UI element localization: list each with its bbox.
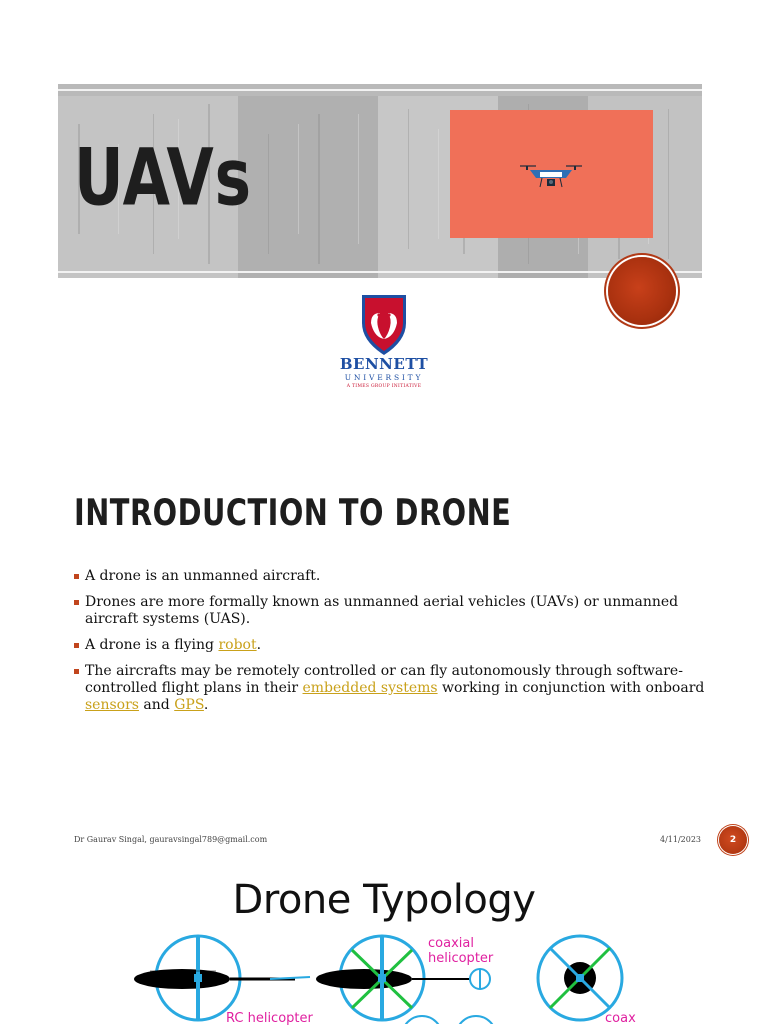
drone-icon	[450, 110, 653, 238]
bullet-marker	[74, 643, 79, 648]
bullet-text: A drone is a flying	[85, 637, 219, 653]
bullet-item	[74, 663, 714, 714]
bullet-text: The aircrafts may be remotely controlled or can fly autonomously through software-controlled flight plans in their	[85, 663, 683, 696]
footer-date: 4/11/2023	[660, 835, 702, 844]
typology-title: Drone Typology	[232, 877, 536, 923]
bullet-item	[74, 637, 714, 654]
slide-title: UAVs	[74, 133, 253, 224]
link-embedded-systems[interactable]: embedded systems	[302, 680, 438, 696]
bullet-text: and	[138, 697, 175, 713]
drone-photo	[450, 110, 653, 238]
logo-name: BENNETT	[339, 355, 429, 373]
label-coaxial: coaxial	[428, 936, 474, 951]
bullet-item	[74, 594, 714, 628]
label-coax: coax	[605, 1011, 636, 1026]
section-title	[74, 490, 512, 535]
link-robot[interactable]: robot	[218, 637, 257, 653]
bullet-item	[74, 568, 714, 585]
drone-typology-diagram	[120, 930, 650, 1024]
bullet-text: A drone is an unmanned aircraft.	[85, 568, 321, 584]
banner-stripe-top	[58, 89, 702, 91]
link-sensors[interactable]: sensors	[85, 697, 139, 713]
bullet-text: Drones are more formally known as unmanned aerial vehicles (UAVs) or unmanned aircraft systems (UAS).	[85, 594, 679, 627]
bullet-text: .	[203, 697, 209, 713]
page-number-badge: 2	[719, 826, 747, 854]
bullet-list	[74, 568, 714, 723]
bullet-text: working in conjunction with onboard	[437, 680, 705, 696]
coax-icon	[538, 936, 622, 1020]
logo-tagline: A TIMES GROUP INITIATIVE	[346, 384, 422, 389]
label-helicopter: helicopter	[428, 951, 494, 966]
rc-helicopter-icon	[134, 936, 310, 1020]
label-rc-helicopter: RC helicopter	[226, 1011, 313, 1026]
bullet-text: .	[256, 637, 262, 653]
banner-stripe-bottom	[58, 271, 702, 273]
logo-subtitle: UNIVERSITY	[344, 373, 424, 382]
link-gps[interactable]: GPS	[174, 697, 204, 713]
bullet-marker	[74, 669, 79, 674]
section-title-text: INTRODUCTION TO DRONE	[74, 490, 512, 535]
decorative-badge	[608, 257, 676, 325]
bullet-marker	[74, 600, 79, 605]
bullet-marker	[74, 574, 79, 579]
footer-author: Dr Gaurav Singal, gauravsingal789@gmail.com	[74, 835, 268, 844]
